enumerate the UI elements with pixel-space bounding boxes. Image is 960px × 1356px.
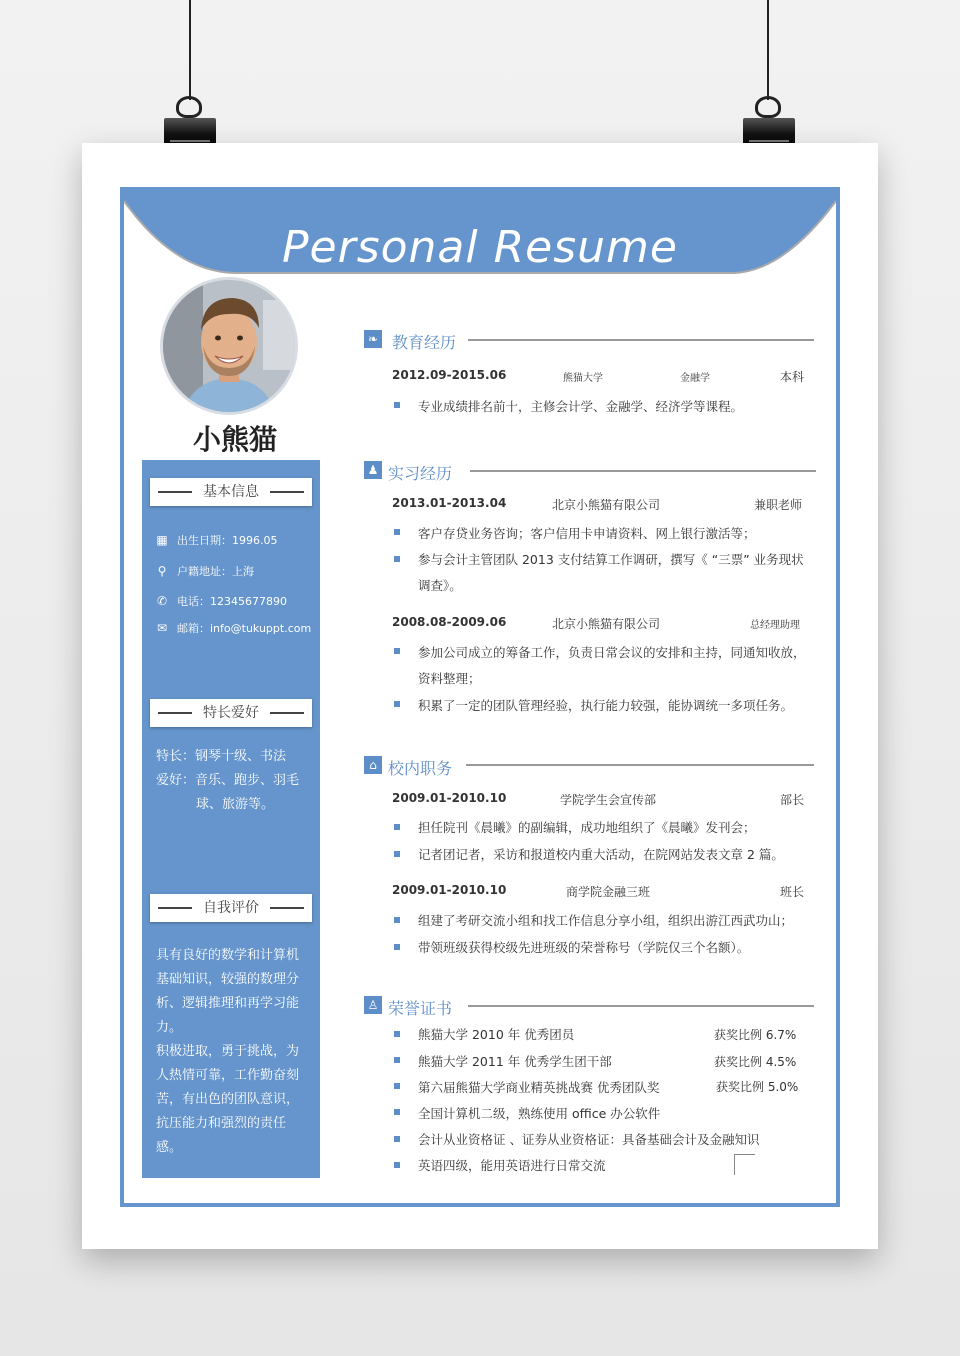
- bullet-icon: [394, 1136, 400, 1142]
- list-item: 组建了考研交流小组和找工作信息分享小组，组织出游江西武功山；: [418, 913, 794, 928]
- job-role: 总经理助理: [750, 620, 800, 631]
- section-title-education: 教育经历: [392, 333, 457, 352]
- job-org: 商学院金融三班: [566, 885, 651, 899]
- list-item: 参与会计主管团队 2013 支付结算工作调研，撰写《 “三票” 业务现状: [418, 552, 804, 567]
- education-major: 金融学: [680, 373, 710, 384]
- mail-icon: ✉: [156, 621, 168, 635]
- section-title-internship: 实习经历: [388, 464, 453, 483]
- hanging-wire-right: [767, 0, 769, 100]
- list-item: 专业成绩排名前十，主修会计学、金融学、经济学等课程。: [418, 399, 744, 414]
- info-phone: ✆ 电话：12345677890: [156, 594, 287, 608]
- calendar-icon: ▦: [156, 533, 168, 547]
- job-period: 2013.01-2013.04: [392, 496, 507, 510]
- list-item: 第六届熊猫大学商业精英挑战赛 优秀团队奖: [418, 1080, 660, 1095]
- phone-icon: ✆: [156, 594, 168, 608]
- section-header-basic-info: [150, 478, 312, 506]
- person-board-icon: ♟: [364, 461, 382, 479]
- list-item-continued: 调查》。: [418, 578, 462, 593]
- list-item: 英语四级，能用英语进行日常交流: [418, 1158, 606, 1173]
- education-degree: 本科: [780, 370, 805, 384]
- bullet-icon: [394, 1057, 400, 1063]
- person-icon: ♙: [364, 996, 382, 1014]
- section-header-label: 特长爱好: [203, 705, 259, 721]
- bullet-icon: [394, 402, 400, 408]
- list-item: 积累了一定的团队管理经验，执行能力较强，能协调统一多项任务。: [418, 698, 794, 713]
- list-item: 熊猫大学 2011 年 优秀学生团干部: [418, 1054, 612, 1069]
- award-ratio: 获奖比例 4.5%: [714, 1055, 797, 1069]
- bullet-icon: [394, 851, 400, 857]
- bullet-icon: [394, 1162, 400, 1168]
- job-role: 兼职老师: [754, 498, 803, 512]
- location-icon: ⚲: [157, 564, 167, 578]
- section-header-hobby: [150, 699, 312, 727]
- bullet-icon: [394, 1031, 400, 1037]
- list-item: 记者团记者，采访和报道校内重大活动，在院网站发表文章 2 篇。: [418, 847, 784, 862]
- bullet-icon: [394, 944, 400, 950]
- list-item-continued: 资料整理；: [418, 671, 481, 686]
- page-title: Personal Resume: [282, 222, 678, 273]
- job-period: 2009.01-2010.10: [392, 791, 507, 805]
- bullet-icon: [394, 917, 400, 923]
- section-title-honors: 荣誉证书: [388, 999, 453, 1018]
- bullet-icon: [394, 701, 400, 707]
- education-period: 2012.09-2015.06: [392, 368, 507, 382]
- section-header-label: 自我评价: [203, 900, 259, 916]
- award-ratio: 获奖比例 5.0%: [716, 1080, 799, 1094]
- home-icon: ⌂: [364, 756, 382, 774]
- bullet-icon: [394, 556, 400, 562]
- hanging-wire-left: [189, 0, 191, 100]
- bullet-icon: [394, 1109, 400, 1115]
- section-divider: [468, 339, 814, 341]
- list-item: 客户存贷业务咨询；客户信用卡申请资料、网上银行激活等；: [418, 526, 756, 541]
- info-address: ⚲ 户籍地址：上海: [155, 563, 254, 579]
- job-period: 2009.01-2010.10: [392, 883, 507, 897]
- person-name: 小熊猫: [192, 423, 277, 456]
- corner-mark: [734, 1154, 755, 1175]
- education-school: 熊猫大学: [563, 373, 603, 384]
- job-role: 部长: [780, 793, 805, 807]
- list-item: 会计从业资格证 、证券从业资格证：具备基础会计及金融知识: [418, 1132, 760, 1147]
- section-header-label: 基本信息: [203, 484, 259, 500]
- bullet-icon: [394, 529, 400, 535]
- list-item: 熊猫大学 2010 年 优秀团员: [418, 1027, 575, 1042]
- job-company: 北京小熊猫有限公司: [552, 498, 661, 512]
- list-item: 带领班级获得校级先进班级的荣誉称号（学院仅三个名额）。: [418, 940, 750, 955]
- hobby-text: 特长：钢琴十级、书法 爱好：音乐、跑步、羽毛 球、旅游等。: [156, 749, 300, 812]
- bullet-icon: [394, 1083, 400, 1089]
- list-item: 全国计算机二级，熟练使用 office 办公软件: [418, 1106, 661, 1121]
- section-divider: [470, 470, 816, 472]
- job-period: 2008.08-2009.06: [392, 615, 507, 629]
- job-role: 班长: [780, 885, 805, 899]
- info-birthdate: ▦ 出生日期：1996.05: [156, 533, 278, 547]
- section-divider: [466, 764, 814, 766]
- section-divider: [468, 1005, 814, 1007]
- self-evaluation-text: 具有良好的数学和计算机 基础知识，较强的数理分 析、逻辑推理和再学习能 力。 积极进取，勇于挑战，为 人热情可靠，工作勤奋刻 苦，有出色的团队意识， 抗压能力和强烈的责任 感。: [156, 948, 300, 1155]
- award-ratio: 获奖比例 6.7%: [714, 1028, 797, 1042]
- info-email: ✉ 邮箱：info@tukuppt.com: [156, 621, 312, 635]
- avatar: [160, 277, 298, 415]
- bullet-icon: [394, 824, 400, 830]
- job-org: 学院学生会宣传部: [560, 793, 657, 807]
- list-item: 参加公司成立的筹备工作，负责日常会议的安排和主持，同通知收放，: [418, 645, 806, 660]
- section-title-campus: 校内职务: [388, 759, 453, 778]
- bullet-icon: [394, 648, 400, 654]
- job-company: 北京小熊猫有限公司: [552, 617, 661, 631]
- list-item: 担任院刊《晨曦》的副编辑，成功地组织了《晨曦》发刊会；: [418, 820, 756, 835]
- section-header-self-evaluation: [150, 894, 312, 922]
- leaf-icon: ❧: [364, 330, 382, 348]
